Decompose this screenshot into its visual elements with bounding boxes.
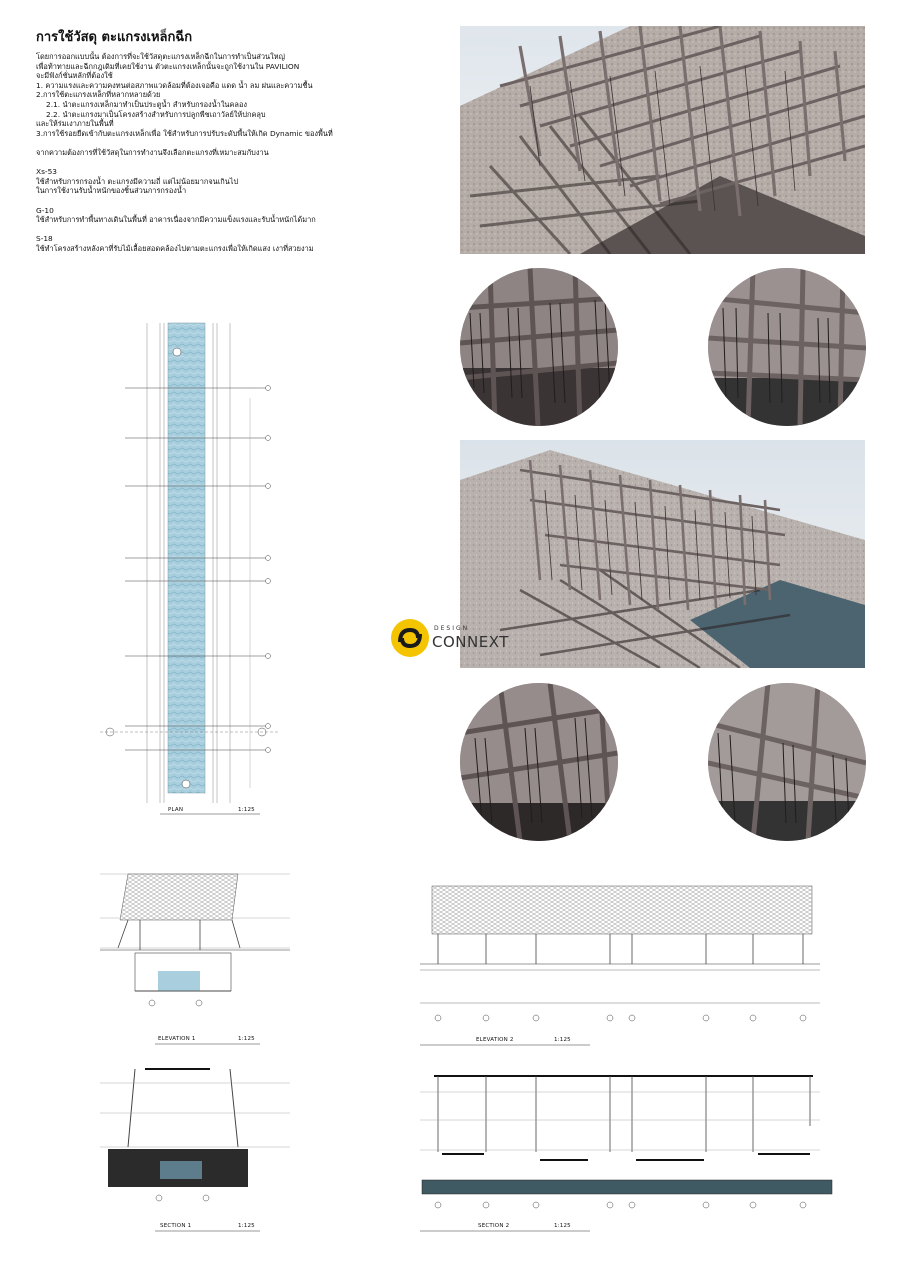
logo-mark-icon	[390, 618, 430, 658]
material-line: ใช้สำหรับการทำพื้นทางเดินในพื้นที่ อาคารเนื่องจากมีความแข็งแรงและรับน้ำหนักได้มาก	[36, 215, 316, 225]
logo-small-text: DESIGN	[434, 625, 470, 632]
intro-line: เพื่อท้าทายและฉีกกฎเดิมที่เคยใช้งาน ตัวตะแกรงเหล็กนั้นจะถูกใช้งานใน PAVILION	[36, 61, 300, 71]
intro-line: โดยการออกแบบนั้น ต้องการที่จะใช้วัสดุตะแกรงเหล็กฉีกในการทำเป็นส่วนใหญ่	[36, 52, 285, 61]
intro-line: จะมีฟังก์ชั่นหลักที่ต้องใช้	[36, 71, 113, 81]
section-2-label: SECTION 2	[478, 1223, 510, 1229]
section-1-drawing	[100, 1063, 295, 1235]
list-line: และให้ร่มเงาภายในพื้นที่	[36, 119, 114, 129]
list-line: 1. ความแรงและความคงทนต่อสภาพแวดล้อมที่ต้องเจอคือ แดด น้ำ ลม ฝนและความชื้น	[36, 80, 313, 90]
render-perspective-top	[460, 26, 865, 254]
plan-drawing	[100, 318, 280, 818]
elevation-1-scale: 1:125	[238, 1036, 255, 1042]
elevation-2-drawing	[420, 880, 860, 1050]
detail-circle-3	[460, 683, 618, 841]
material-line: ใช้สำหรับการกรองน้ำ ตะแกรงมีความถี่ แต่ไม่น้อยมากจนเกินไป	[36, 176, 239, 186]
logo-big-text: CONNEXT	[432, 633, 509, 651]
page-title: การใช้วัสดุ ตะแกรงเหล็กฉีก	[36, 30, 193, 45]
design-connext-logo	[390, 616, 520, 660]
plan-label: PLAN	[168, 807, 184, 813]
list-line: 2.1. นำตะแกรงเหล็กมาทำเป็นประตูน้ำ สำหรับกรองน้ำในคลอง	[46, 99, 248, 109]
list-line: 2.2. นำตะแกรงมาเป็นโครงสร้างสำหรับการปลูกพืชเถาวัลย์ให้ปกคลุบ	[46, 109, 266, 119]
conclusion-line: จากความต้องการที่ใช้วัสดุในการทำงานจึงเลือกตะแกรงที่เหมาะสมกับงาน	[36, 147, 269, 157]
elevation-1-label: ELEVATION 1	[158, 1036, 196, 1042]
list-line: 3.การใช้รอยยืดเข้ากับตะแกรงเหล็กเพื่อ ใช้สำหรับการปรับระดับพื้นให้เกิด Dynamic ของพื้นที่	[36, 128, 333, 138]
description-text	[36, 52, 436, 253]
render-perspective-middle	[460, 440, 865, 668]
material-code: G-10	[36, 205, 54, 215]
detail-circle-1	[460, 268, 618, 426]
detail-circle-4	[708, 683, 866, 841]
section-2-scale: 1:125	[554, 1223, 571, 1229]
elevation-2-scale: 1:125	[554, 1037, 571, 1043]
material-line: ใช้ทำโครงสร้างหลังคาที่รับไม้เลื้อยสอดคล้องไปตามตะแกรงเพื่อให้เกิดแสง เงาที่สวยงาม	[36, 243, 314, 253]
plan-scale: 1:125	[238, 807, 255, 813]
section-1-label: SECTION 1	[160, 1223, 192, 1229]
section-2-drawing	[420, 1070, 860, 1235]
material-code: S-18	[36, 234, 53, 244]
section-1-scale: 1:125	[238, 1223, 255, 1229]
elevation-2-label: ELEVATION 2	[476, 1037, 514, 1043]
material-code: Xs-53	[36, 167, 57, 177]
list-line: 2.การใช้ตะแกรงเหล็กที่หลากหลายด้วย	[36, 90, 161, 100]
material-line: ในการใช้งานรับน้ำหนักของชิ้นส่วนการกรองน้ำ	[36, 186, 187, 196]
elevation-1-drawing	[100, 868, 295, 1048]
detail-circle-2	[708, 268, 866, 426]
